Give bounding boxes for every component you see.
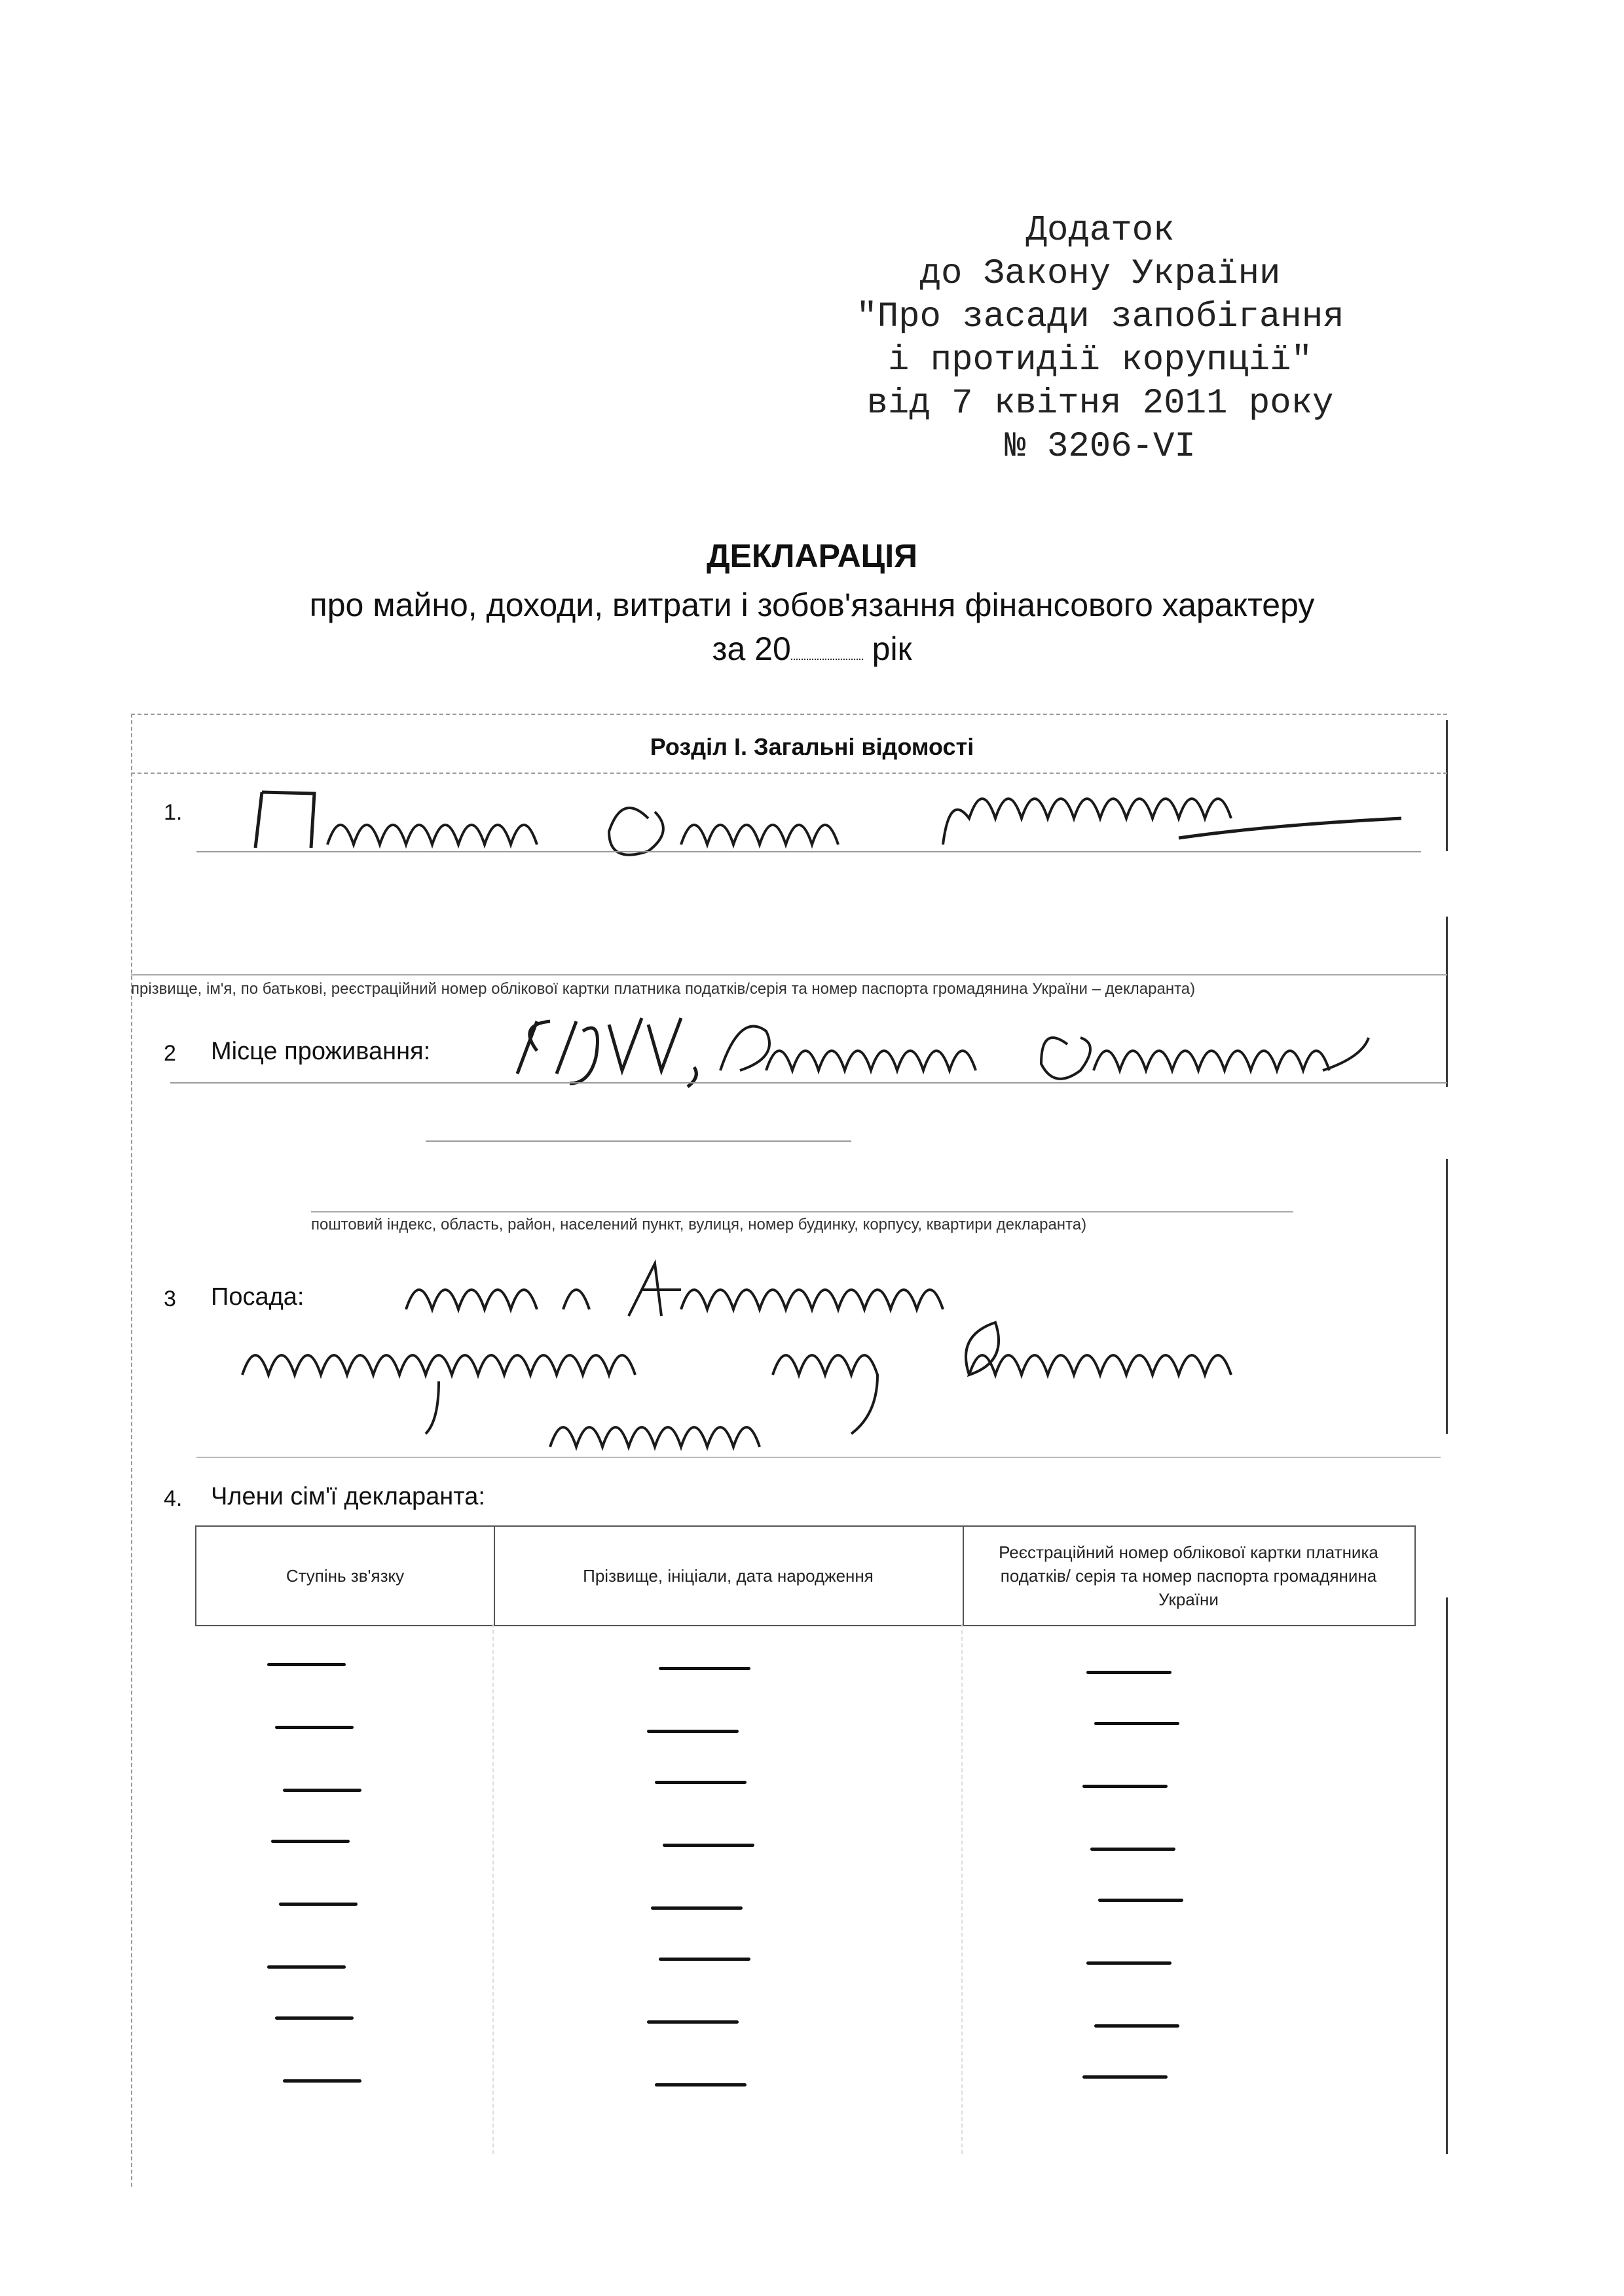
- table-cell-dash: [655, 1781, 747, 1784]
- item2-number: 2: [164, 1041, 176, 1066]
- table-header-name: Прізвище, ініціали, дата народження: [583, 1566, 874, 1586]
- table-cell-dash: [647, 1730, 739, 1733]
- year-prefix: за 20: [712, 630, 791, 667]
- year-line: [0, 630, 1624, 668]
- table-guide-1: [492, 1624, 494, 2154]
- year-suffix: рік: [872, 630, 912, 667]
- top-form-rule: [131, 714, 1447, 715]
- table-cell-dash: [1090, 1848, 1175, 1851]
- table-cell-dash: [655, 2083, 747, 2086]
- item2-handwriting-scribble: [504, 1011, 1375, 1090]
- table-cell-dash: [267, 1965, 346, 1969]
- item1-underline: [196, 851, 1421, 852]
- item2-label: Місце проживання:: [211, 1038, 431, 1065]
- table-cell-dash: [1094, 1722, 1179, 1725]
- item4-number: 4.: [164, 1486, 183, 1511]
- item3-handwriting-scribble: [223, 1257, 1408, 1473]
- year-blank: [791, 659, 863, 660]
- appendix-line: № 3206-VI: [1005, 427, 1196, 467]
- item1-number: 1.: [164, 800, 183, 825]
- table-cell-dash: [1082, 1785, 1168, 1788]
- item1-handwritten-name: [249, 779, 1408, 879]
- table-cell-dash: [1086, 1961, 1172, 1965]
- section-heading: Розділ І. Загальні відомості: [650, 733, 974, 760]
- table-cell-dash: [275, 1726, 354, 1729]
- table-cell-dash: [651, 1906, 743, 1910]
- document-title: ДЕКЛАРАЦІЯ: [706, 538, 918, 574]
- table-cell-dash: [283, 1789, 361, 1792]
- table-cell-dash: [659, 1667, 750, 1670]
- item1-caption-rule: [131, 974, 1447, 975]
- table-cell-dash: [275, 2016, 354, 2020]
- document-subtitle: про майно, доходи, витрати і зобов'язання фінансового характеру: [309, 587, 1315, 623]
- item3-number: 3: [164, 1286, 176, 1311]
- table-cell-dash: [1082, 2075, 1168, 2079]
- table-cell-dash: [663, 1844, 754, 1847]
- table-cell-dash: [1098, 1899, 1183, 1902]
- appendix-block: [805, 210, 1395, 469]
- item2-caption-rule: [311, 1211, 1293, 1212]
- table-cell-dash: [279, 1903, 358, 1906]
- table-cell-dash: [1094, 2024, 1179, 2028]
- item1-caption: прізвище, ім'я, по батькові, реєстраційний номер облікової картки платника податків/серія та номер паспорта громадянина України – декларанта): [131, 980, 1196, 998]
- item3-label: Посада:: [211, 1283, 304, 1311]
- item3-handwritten-position: [223, 1257, 1408, 1476]
- item2-second-line: [426, 1140, 851, 1142]
- right-border-segment-2: [1446, 917, 1448, 1087]
- item2-underline: [170, 1082, 1447, 1084]
- appendix-line: Додаток: [1025, 211, 1175, 251]
- table-header-relation: Ступінь зв'язку: [286, 1566, 405, 1586]
- section-heading-rule: [131, 773, 1447, 774]
- appendix-line: до Закону України: [919, 254, 1281, 294]
- item3-underline: [196, 1457, 1441, 1458]
- table-header-tax-id: Реєстраційний номер облікової картки платника податків/ серія та номер паспорта громадянина України: [999, 1542, 1378, 1609]
- table-cell-dash: [283, 2079, 361, 2083]
- right-border-segment-4: [1446, 1597, 1448, 2154]
- table-cell-dash: [1086, 1671, 1172, 1674]
- appendix-line: і протидії корупції": [887, 340, 1313, 380]
- left-margin-line: [131, 714, 132, 2187]
- table-cell-dash: [659, 1958, 750, 1961]
- appendix-line: від 7 квітня 2011 року: [866, 384, 1334, 424]
- item4-label: Члени сім'ї декларанта:: [211, 1483, 485, 1510]
- table-guide-2: [961, 1624, 963, 2154]
- table-cell-dash: [647, 2020, 739, 2024]
- table-cell-dash: [271, 1840, 350, 1843]
- right-border-segment-3: [1446, 1159, 1448, 1434]
- family-members-table: [195, 1525, 1416, 1626]
- table-cell-dash: [267, 1663, 346, 1666]
- item2-caption: поштовий індекс, область, район, населений пункт, вулиця, номер будинку, корпусу, квартири декларанта): [311, 1216, 1087, 1233]
- appendix-line: "Про засади запобігання: [856, 297, 1344, 337]
- item2-handwritten-address: [504, 1011, 1375, 1093]
